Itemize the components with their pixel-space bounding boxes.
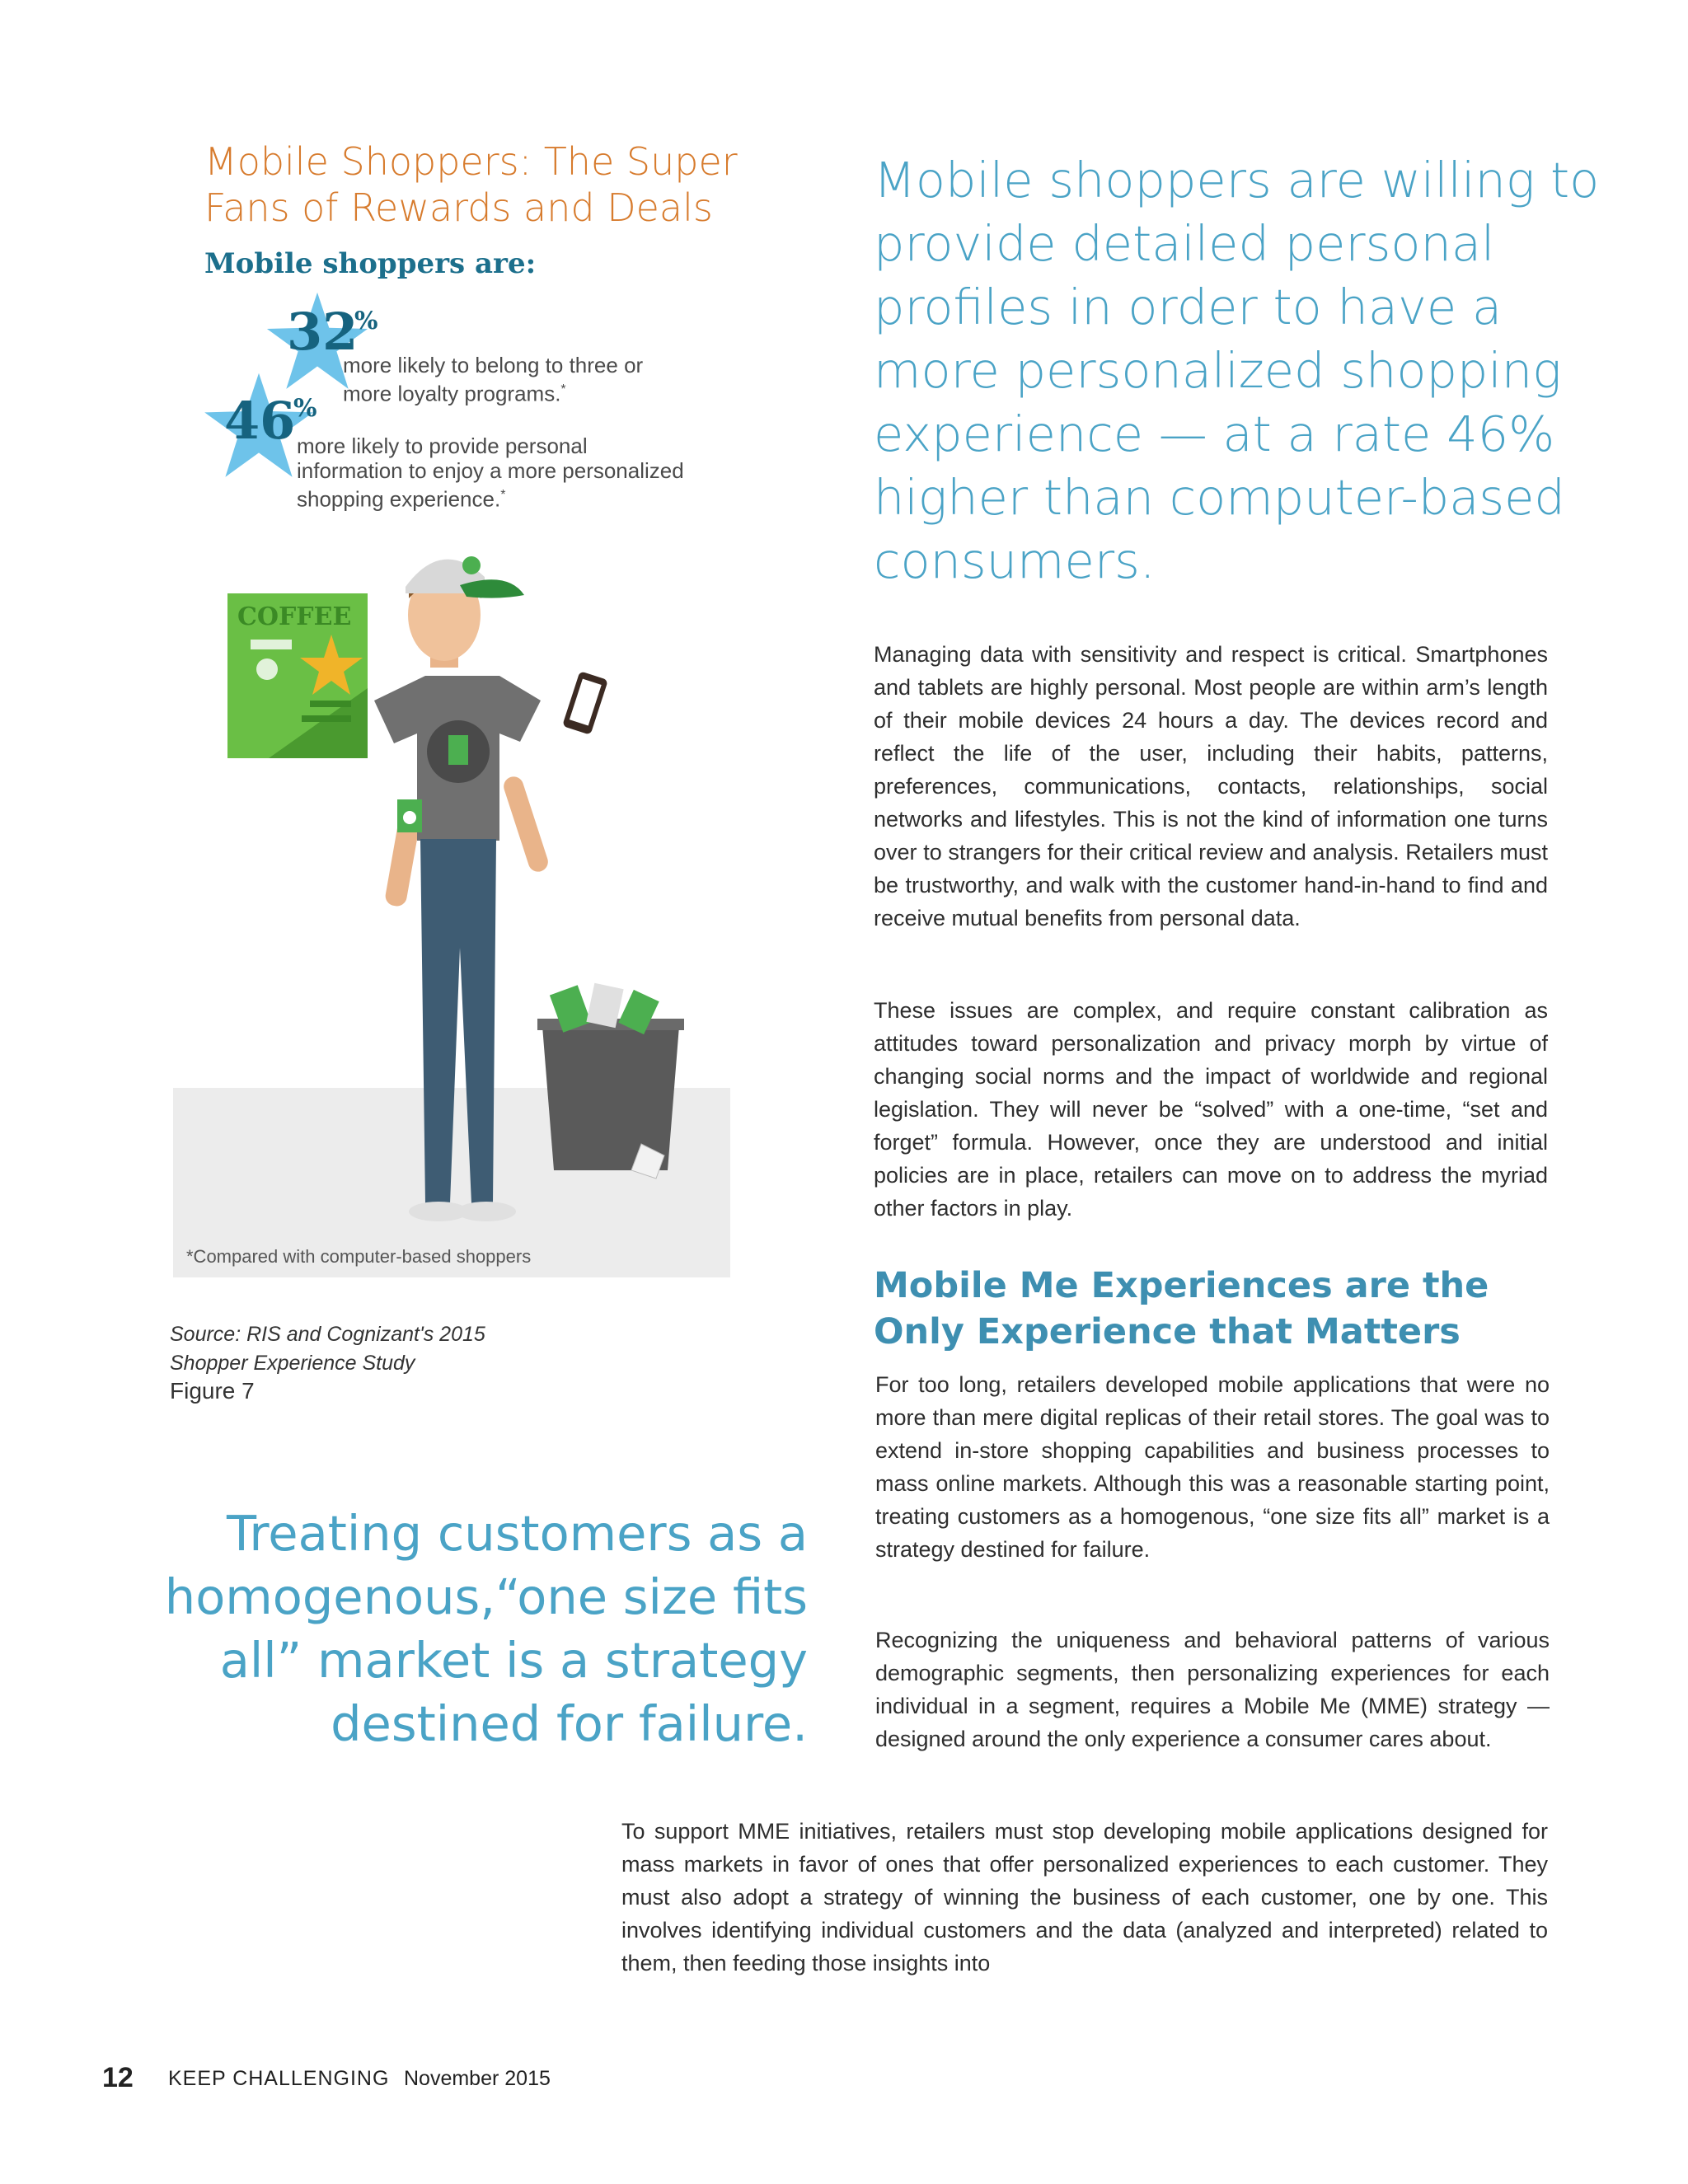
stat-46 [201, 371, 696, 519]
issue-date: November 2015 [404, 2067, 551, 2090]
stat-description: more likely to provide personal information to enjoy a more personalized shopping experience.* [297, 434, 684, 512]
footnote-marker: * [560, 382, 566, 396]
stat-unit: % [293, 394, 317, 423]
paragraph-4: Recognizing the uniqueness and behavioral patterns of various demographic segments, then personalizing experiences for each individual in a segment, requires a Mobile Me (MME) strategy — designed around the only experience a consumer cares about. [875, 1628, 1550, 1751]
paragraph-3: For too long, retailers developed mobile applications that were no more than mere digital replicas of their retail stores. The goal was to extend in-store shopping capabilities and business processes to mass online markets. Although this was a reasonable starting point, treating customers as a homogenous, “one size fits all” market is a strategy destined for failure. [875, 1372, 1550, 1562]
pull-quote-right: Mobile shoppers are willing to provide detailed personal profiles in order to have a more personalized shopping experience — at a rate 46% higher than computer-based consumers. [874, 152, 1600, 589]
infographic-footnote: *Compared with computer-based shoppers [186, 1246, 532, 1267]
paragraph-2: These issues are complex, and require constant calibration as attitudes toward personalization and privacy morph by virtue of changing social norms and the impact of worldwide and regional legislation. They will never be “solved” with a one-time, “set and forget” formula. However, once they are understood and initial policies are in place, retailers can move on to address the myriad other factors in play. [874, 998, 1548, 1221]
footnote-marker: * [500, 488, 506, 502]
stat-description: more likely to belong to three or more loyalty programs.* [343, 353, 644, 406]
paragraph-1: Managing data with sensitivity and respect is critical. Smartphones and tablets are highly personal. Most people are within arm’s length of their mobile devices 24 hours a day. The devices record and reflect the life of the user, including their habits, patterns, preferences, communications, contacts, relationships, social networks and lifestyles. This is not the kind of information one turns over to strangers for their critical review and analysis. Retailers must be trustworthy, and walk with the customer hand-in-hand to find and receive mutual benefits from personal data. [874, 642, 1548, 930]
paragraph-5: To support MME initiatives, retailers must stop developing mobile applications designed for mass markets in favor of ones that offer personalized experiences to each customer. They must also adopt a strategy of winning the business of each customer, one by one. This involves identifying individual customers and the data (analyzed and interpreted) related to them, then feeding those insights into [621, 1819, 1548, 1975]
section-heading: Mobile Me Experiences are the Only Experience that Matters [874, 1265, 1489, 1352]
infographic-subtitle: Mobile shoppers are: [204, 247, 537, 280]
trash-bin [537, 983, 684, 1179]
poster-text: COFFEE [237, 602, 352, 631]
stat-value: 32 [287, 302, 359, 362]
pull-quote-left: Treating customers as a homogenous,“one size fits all” market is a strategy destined for failure. [164, 1505, 808, 1752]
page-number: 12 [102, 2062, 134, 2093]
stat-unit: % [354, 307, 378, 335]
stat-value: 46 [224, 391, 296, 451]
figure-source: Source: RIS and Cognizant's 2015 Shopper Experience Study [170, 1323, 485, 1375]
figure-label: Figure 7 [170, 1378, 255, 1404]
infographic-title: Mobile Shoppers: The Super Fans of Rewards and Deals [204, 139, 738, 230]
magazine-name: KEEP CHALLENGING [168, 2067, 390, 2090]
shopper-illustration [170, 527, 747, 1277]
